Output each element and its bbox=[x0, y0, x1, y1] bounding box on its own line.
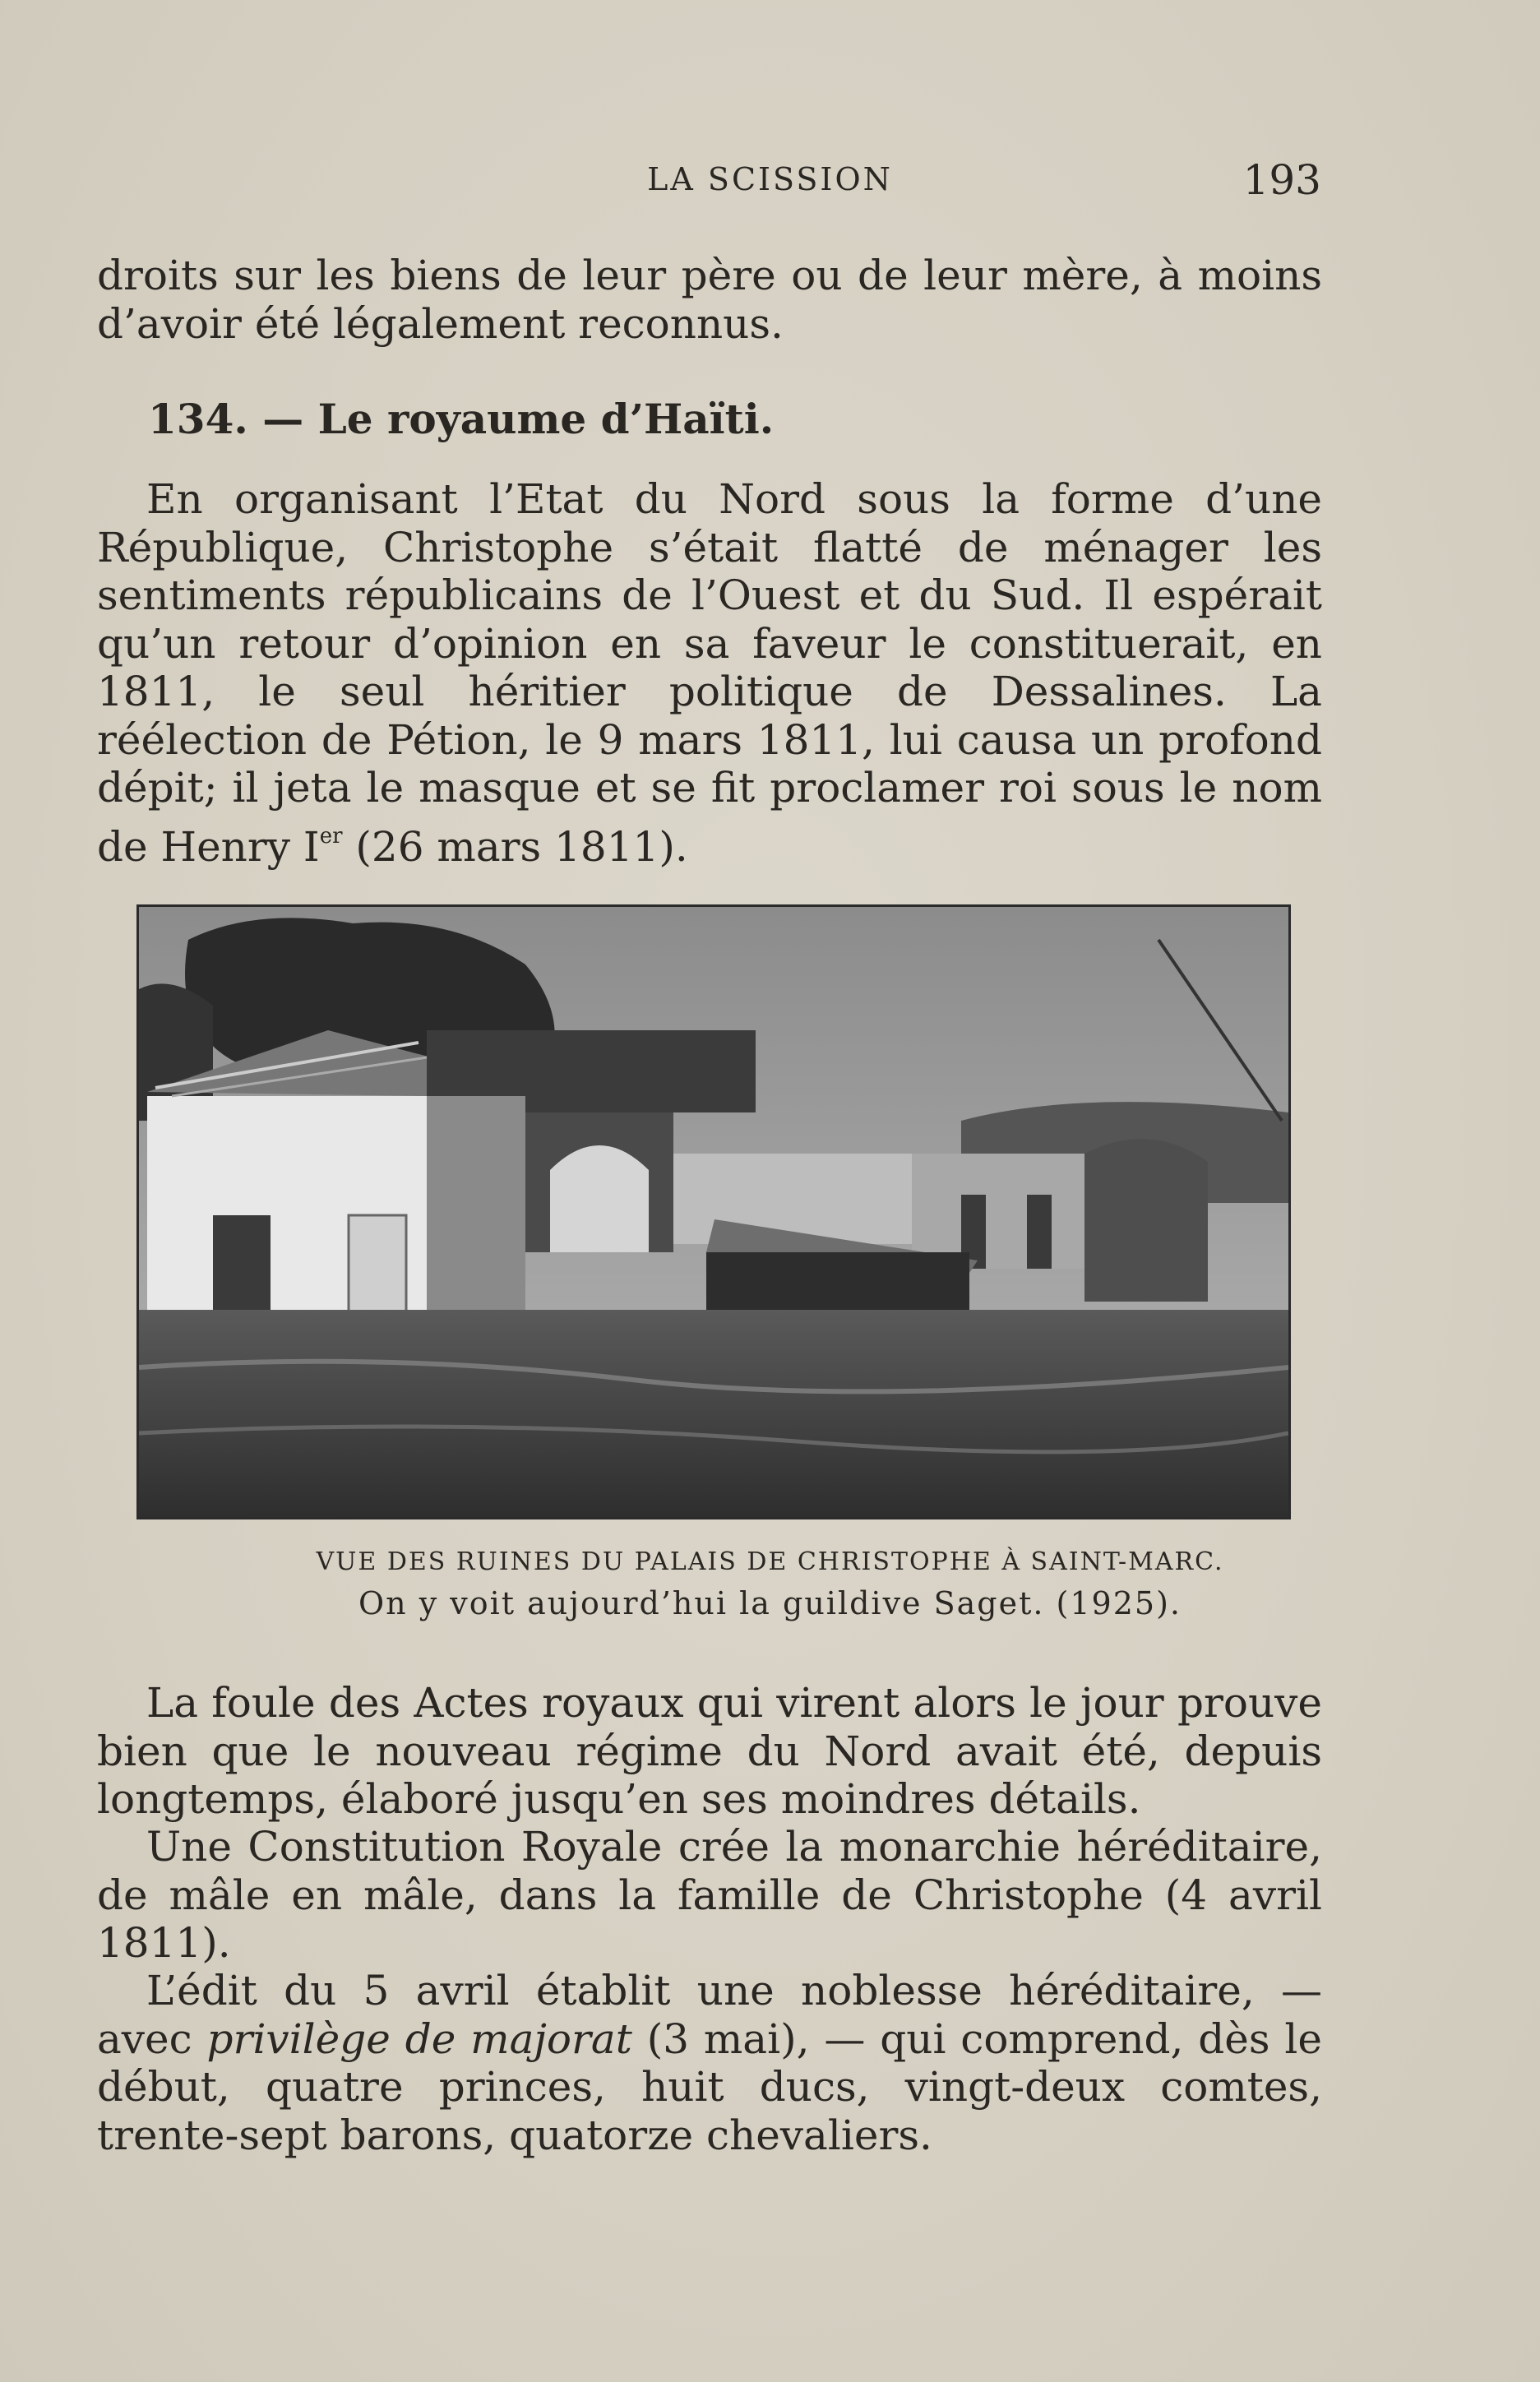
privilege-de-majorat: privilège de majorat bbox=[206, 2014, 632, 2063]
page-number: 193 bbox=[1242, 156, 1321, 204]
figure-caption-subtitle: On y voit aujourd’hui la guildive Saget. (1925). bbox=[358, 1585, 1182, 1621]
paragraph-2 bbox=[97, 1679, 1322, 1824]
paragraph-1-body: En organisant l’Etat du Nord sous la forme d’une République, Christophe s’était flatté de ménager les sentiments républicains de l’Ouest et du Sud. Il espérait qu’un retour d’opinion en sa faveur le constituerait, en 1811, le seul héritier politique de Dessalines. La réélection de Pétion, le 9 mars 1811, lui causa un profond dépit; il jeta le masque et se fit proclamer roi sous le nom de Henry I bbox=[97, 475, 1322, 871]
figure-photograph bbox=[136, 904, 1291, 1519]
paragraph-4-text bbox=[97, 1967, 1322, 2159]
section-dash: — bbox=[262, 395, 304, 443]
paragraph-3-text: Une Constitution Royale crée la monarchie héréditaire, de mâle en mâle, dans la famille de Christophe (4 avril 1811). bbox=[97, 1823, 1322, 1967]
section-heading bbox=[148, 395, 774, 443]
running-title: LA SCISSION bbox=[647, 161, 893, 197]
intro-line-2: d’avoir été légalement reconnus. bbox=[97, 299, 784, 348]
paragraph-1-text bbox=[97, 475, 1322, 871]
paragraph-4-start: L’édit du 5 avril établit une noblesse héréditaire, — avec bbox=[97, 1967, 1322, 2063]
paragraph-4-end: (3 mai), — qui comprend, dès le début, quatre princes, huit ducs, vingt-deux comtes, trente-sept barons, quatorze chevaliers. bbox=[97, 2014, 1323, 2159]
section-number: 134. bbox=[148, 395, 248, 443]
paragraph-4 bbox=[97, 1967, 1322, 2159]
paragraph-3 bbox=[97, 1823, 1322, 1968]
paragraph-1-tail: (26 mars 1811). bbox=[342, 822, 688, 871]
figure-caption-title: VUE DES RUINES DU PALAIS DE CHRISTOPHE À SAINT-MARC. bbox=[316, 1547, 1224, 1576]
intro-continuation bbox=[97, 252, 1322, 348]
ruins-photo bbox=[139, 907, 1288, 1517]
section-title: Le royaume d’Haïti. bbox=[317, 395, 775, 443]
intro-line-1: droits sur les biens de leur père ou de leur mère, à moins bbox=[97, 252, 1322, 299]
paragraph-1 bbox=[97, 475, 1322, 871]
paragraph-2-text: La foule des Actes royaux qui virent alors le jour prouve bien que le nouveau régime du Nord avait été, depuis longtemps, élaboré jusqu’en ses moindres détails. bbox=[97, 1679, 1322, 1823]
running-head bbox=[0, 156, 1540, 206]
superscript-er: er bbox=[319, 823, 343, 849]
